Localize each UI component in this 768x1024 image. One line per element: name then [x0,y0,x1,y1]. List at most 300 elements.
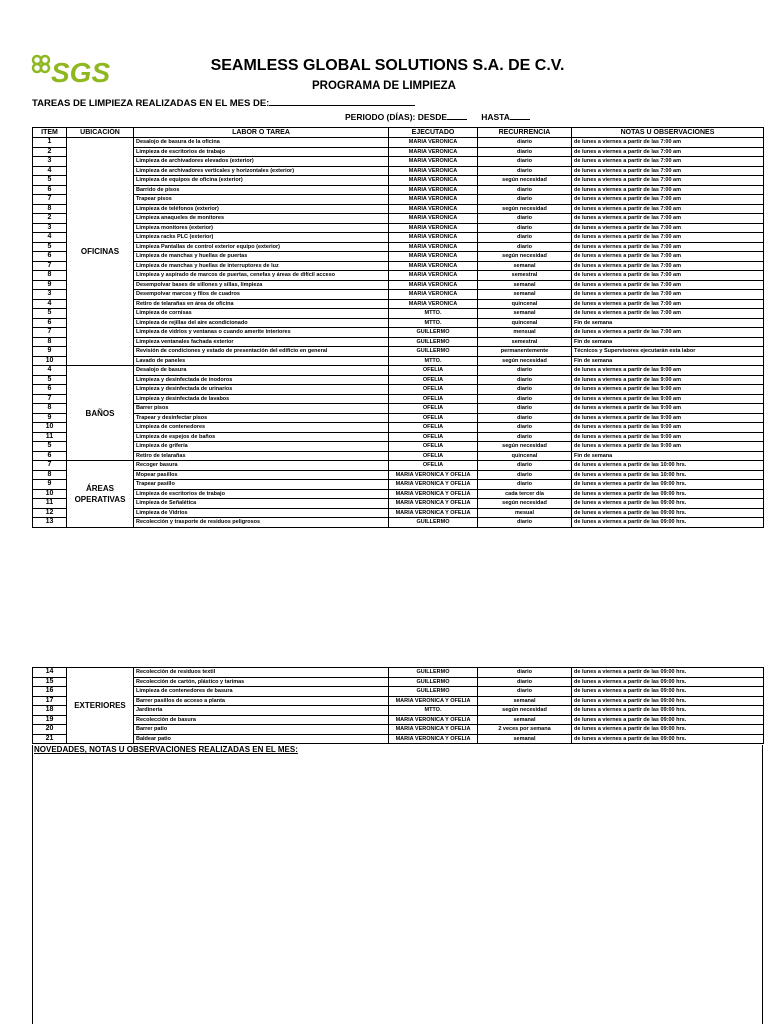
recurrence-cell: diario [478,470,572,480]
table-row [33,687,764,697]
executed-cell: MTTO. [389,318,478,328]
executed-cell: GUILLERMO [389,337,478,347]
item-cell: 6 [33,318,67,328]
task-cell: Limpieza y desinfectada de urinarios [134,385,389,395]
notes-cell: de lunes a viernes a partir de las 10:00 hrs. [572,470,764,480]
executed-cell: MARIA VERONICA [389,138,478,148]
item-cell: 19 [33,715,67,725]
recurrence-cell: semanal [478,734,572,744]
executed-cell: MARIA VERONICA [389,214,478,224]
task-cell: Limpieza de teléfonos (exterior) [134,204,389,214]
item-cell: 6 [33,451,67,461]
item-cell: 8 [33,337,67,347]
task-cell: Limpieza racks PLC (exterior) [134,233,389,243]
table-row [33,271,764,281]
hasta-blank[interactable] [510,111,530,120]
recurrence-cell: semanal [478,309,572,319]
notes-cell: de lunes a viernes a partir de las 09:00 hrs. [572,518,764,528]
table-row [33,337,764,347]
task-cell: Desalojo de basura [134,366,389,376]
notes-cell: de lunes a viernes a partir de las 7:00 am [572,176,764,186]
task-cell: Limpieza de archivadores elevados (exterior) [134,157,389,167]
notes-cell: de lunes a viernes a partir de las 7:00 am [572,157,764,167]
executed-cell: OFELIA [389,432,478,442]
notes-title: NOVEDADES, NOTAS U OBSERVACIONES REALIZADAS EN EL MES: [34,745,298,754]
table-row [33,195,764,205]
notes-cell: de lunes a viernes a partir de las 09:00 hrs. [572,499,764,509]
col-recurrence: RECURRENCIA [478,128,572,138]
executed-cell: OFELIA [389,394,478,404]
item-cell: 7 [33,328,67,338]
task-cell: Limpieza de equipos de oficina (exterior) [134,176,389,186]
table-row [33,715,764,725]
executed-cell: MARIA VERONICA Y OFELIA [389,696,478,706]
recurrence-cell: quincenal [478,318,572,328]
executed-cell: OFELIA [389,461,478,471]
cleaning-table-main [32,127,764,528]
recurrence-cell: diario [478,375,572,385]
executed-cell: MARIA VERONICA Y OFELIA [389,508,478,518]
recurrence-cell: diario [478,423,572,433]
program-title: PROGRAMA DE LIMPIEZA [312,80,456,92]
item-cell: 4 [33,299,67,309]
recurrence-cell: semestral [478,337,572,347]
executed-cell: GUILLERMO [389,687,478,697]
table-row [33,442,764,452]
table-row [33,375,764,385]
notes-cell: de lunes a viernes a partir de las 09:00 hrs. [572,677,764,687]
recurrence-cell: semanal [478,280,572,290]
recurrence-cell: diario [478,677,572,687]
notes-cell: de lunes a viernes a partir de las 9:00 am [572,375,764,385]
item-cell: 8 [33,271,67,281]
item-cell: 11 [33,432,67,442]
table-row [33,470,764,480]
recurrence-cell: diario [478,432,572,442]
executed-cell: OFELIA [389,375,478,385]
table-row [33,404,764,414]
table-row [33,280,764,290]
executed-cell: GUILLERMO [389,677,478,687]
task-cell: Limpieza y desinfectada de inodoros [134,375,389,385]
recurrence-cell: diario [478,480,572,490]
notes-cell: de lunes a viernes a partir de las 7:00 am [572,195,764,205]
recurrence-cell: según necesidad [478,442,572,452]
recurrence-cell: diario [478,404,572,414]
recurrence-cell: según necesidad [478,706,572,716]
notes-cell: de lunes a viernes a partir de las 10:00 hrs. [572,461,764,471]
task-cell: Lavado de paneles [134,356,389,366]
item-cell: 9 [33,280,67,290]
task-cell: Limpieza monitores (exterior) [134,223,389,233]
table-row [33,147,764,157]
recurrence-cell: según necesidad [478,252,572,262]
item-cell: 9 [33,347,67,357]
item-cell: 4 [33,166,67,176]
notes-cell: de lunes a viernes a partir de las 09:00 hrs. [572,725,764,735]
task-cell: Trapear y desinfectar pisos [134,413,389,423]
location-cell: BAÑOS [67,366,134,461]
notes-cell: de lunes a viernes a partir de las 9:00 am [572,404,764,414]
table-row [33,328,764,338]
executed-cell: MARIA VERONICA [389,233,478,243]
item-cell: 8 [33,204,67,214]
recurrence-cell: diario [478,518,572,528]
task-cell: Limpieza de escritorios de trabajo [134,147,389,157]
item-cell: 16 [33,687,67,697]
executed-cell: MARIA VERONICA [389,261,478,271]
recurrence-cell: diario [478,214,572,224]
table-row [33,299,764,309]
table-row [33,706,764,716]
recurrence-cell: semanal [478,696,572,706]
notes-cell: de lunes a viernes a partir de las 7:00 am [572,138,764,148]
recurrence-cell: cada tercer día [478,489,572,499]
recurrence-cell: diario [478,366,572,376]
task-cell: Limpieza de Señalética [134,499,389,509]
task-cell: Limpieza de grifería [134,442,389,452]
item-cell: 5 [33,309,67,319]
item-cell: 10 [33,423,67,433]
item-cell: 5 [33,242,67,252]
item-cell: 7 [33,461,67,471]
notes-cell: de lunes a viernes a partir de las 09:00 hrs. [572,696,764,706]
executed-cell: MTTO. [389,706,478,716]
col-executed: EJECUTADO [389,128,478,138]
notes-cell: de lunes a viernes a partir de las 7:00 am [572,299,764,309]
executed-cell: MARIA VERONICA [389,157,478,167]
notes-cell: de lunes a viernes a partir de las 7:00 am [572,166,764,176]
month-line: TAREAS DE LIMPIEZA REALIZADAS EN EL MES DE: [32,96,415,109]
executed-cell: MARIA VERONICA Y OFELIA [389,734,478,744]
notes-cell: de lunes a viernes a partir de las 09:00 hrs. [572,668,764,678]
task-cell: Barrido de pisos [134,185,389,195]
recurrence-cell: diario [478,668,572,678]
table-row [33,499,764,509]
recurrence-cell: semanal [478,290,572,300]
task-cell: Desempolvar marcos y filos de cuadros [134,290,389,300]
notes-cell: de lunes a viernes a partir de las 09:00 hrs. [572,734,764,744]
table-row [33,385,764,395]
executed-cell: MARIA VERONICA [389,290,478,300]
item-cell: 5 [33,375,67,385]
executed-cell: MARIA VERONICA [389,252,478,262]
notes-cell: Técnicos y Supervisores ejecutarán esta labor [572,347,764,357]
executed-cell: MARIA VERONICA [389,271,478,281]
recurrence-cell: diario [478,185,572,195]
period-line: PERIODO (DÍAS): DESDE HASTA [345,111,530,122]
item-cell: 7 [33,394,67,404]
table-row [33,480,764,490]
item-cell: 6 [33,385,67,395]
executed-cell: MARIA VERONICA Y OFELIA [389,470,478,480]
executed-cell: MARIA VERONICA [389,299,478,309]
notes-cell: de lunes a viernes a partir de las 9:00 am [572,442,764,452]
notes-cell: de lunes a viernes a partir de las 9:00 am [572,413,764,423]
table-row [33,138,764,148]
task-cell: Mopear pasillos [134,470,389,480]
recurrence-cell: semestral [478,271,572,281]
notes-cell: de lunes a viernes a partir de las 7:00 am [572,280,764,290]
task-cell: Limpieza de contenedores de basura [134,687,389,697]
table-row [33,677,764,687]
table-row [33,252,764,262]
task-cell: Limpieza y aspirado de marcos de puertas, cenefas y áreas de difícil acceso [134,271,389,281]
executed-cell: MARIA VERONICA [389,223,478,233]
executed-cell: MARIA VERONICA [389,242,478,252]
logo-text: SGS [51,57,111,88]
table-row [33,432,764,442]
location-cell: ÁREAS OPERATIVAS [67,461,134,528]
recurrence-cell: diario [478,413,572,423]
header-row [33,128,764,138]
recurrence-cell: diario [478,195,572,205]
notes-cell: de lunes a viernes a partir de las 09:00 hrs. [572,706,764,716]
task-cell: Desalojo de basura de la oficina [134,138,389,148]
executed-cell: MARIA VERONICA [389,204,478,214]
task-cell: Recolección de basura [134,715,389,725]
table-row [33,223,764,233]
notes-cell: de lunes a viernes a partir de las 7:00 am [572,233,764,243]
notes-cell: de lunes a viernes a partir de las 7:00 am [572,185,764,195]
location-cell: OFICINAS [67,138,134,366]
table-row [33,347,764,357]
executed-cell: MTTO. [389,356,478,366]
table-row [33,668,764,678]
recurrence-cell: mensual [478,328,572,338]
recurrence-cell: diario [478,394,572,404]
recurrence-cell: según necesidad [478,176,572,186]
task-cell: Barrer pisos [134,404,389,414]
table-row [33,157,764,167]
table-row [33,176,764,186]
item-cell: 6 [33,252,67,262]
desde-blank[interactable] [447,111,467,120]
col-task: LABOR O TAREA [134,128,389,138]
notes-cell: de lunes a viernes a partir de las 7:00 am [572,252,764,262]
table-row [33,242,764,252]
recurrence-cell: según necesidad [478,356,572,366]
task-cell: Barrer pasillos de acceso a planta [134,696,389,706]
notes-cell: Fin de semana [572,337,764,347]
executed-cell: OFELIA [389,366,478,376]
task-cell: Barrer patio [134,725,389,735]
task-cell: Limpieza de vidrios y ventanas o cuando amerite interiores [134,328,389,338]
recurrence-cell: diario [478,138,572,148]
task-cell: Limpieza ventanales fachada exterior [134,337,389,347]
table-row [33,489,764,499]
task-cell: Limpieza de contenedores [134,423,389,433]
executed-cell: OFELIA [389,423,478,433]
notes-cell: Fin de semana [572,356,764,366]
executed-cell: MARIA VERONICA Y OFELIA [389,499,478,509]
month-blank[interactable] [269,96,415,106]
task-cell: Baldear patio [134,734,389,744]
item-cell: 13 [33,518,67,528]
item-cell: 4 [33,366,67,376]
recurrence-cell: quincenal [478,451,572,461]
item-cell: 3 [33,157,67,167]
executed-cell: OFELIA [389,385,478,395]
executed-cell: MARIA VERONICA [389,176,478,186]
task-cell: Limpieza de manchas y huellas de interruptores de luz [134,261,389,271]
item-cell: 12 [33,508,67,518]
task-cell: Recolección de residuos textil [134,668,389,678]
notes-cell: de lunes a viernes a partir de las 7:00 am [572,261,764,271]
table-row [33,309,764,319]
task-cell: Trapear pisos [134,195,389,205]
item-cell: 3 [33,223,67,233]
recurrence-cell: diario [478,461,572,471]
item-cell: 10 [33,356,67,366]
item-cell: 7 [33,261,67,271]
task-cell: Trapear pasillo [134,480,389,490]
notes-cell: de lunes a viernes a partir de las 7:00 am [572,242,764,252]
item-cell: 4 [33,233,67,243]
task-cell: Revisión de condiciones y estado de presentación del edificio en general [134,347,389,357]
notes-cell: de lunes a viernes a partir de las 9:00 am [572,423,764,433]
task-cell: Recolección de cartón, plástico y tarimas [134,677,389,687]
notes-cell: de lunes a viernes a partir de las 7:00 am [572,309,764,319]
item-cell: 7 [33,195,67,205]
table-row [33,318,764,328]
recurrence-cell: semanal [478,715,572,725]
item-cell: 10 [33,489,67,499]
notes-cell: de lunes a viernes a partir de las 09:00 hrs. [572,480,764,490]
item-cell: 5 [33,176,67,186]
notes-cell: Fin de semana [572,451,764,461]
table-row [33,204,764,214]
item-cell: 14 [33,668,67,678]
executed-cell: MARIA VERONICA [389,166,478,176]
executed-cell: MARIA VERONICA Y OFELIA [389,715,478,725]
task-cell: Limpieza de escritorios de trabajo [134,489,389,499]
notes-box[interactable] [32,745,763,1024]
task-cell: Limpieza de manchas y huellas de puertas [134,252,389,262]
notes-cell: de lunes a viernes a partir de las 9:00 am [572,432,764,442]
notes-cell: de lunes a viernes a partir de las 7:00 am [572,147,764,157]
executed-cell: OFELIA [389,404,478,414]
recurrence-cell: 2 veces por semana [478,725,572,735]
item-cell: 5 [33,442,67,452]
table-row [33,461,764,471]
table-row [33,233,764,243]
executed-cell: MARIA VERONICA [389,280,478,290]
notes-cell: de lunes a viernes a partir de las 9:00 am [572,366,764,376]
table-row [33,261,764,271]
recurrence-cell: diario [478,147,572,157]
executed-cell: MARIA VERONICA [389,147,478,157]
item-cell: 20 [33,725,67,735]
item-cell: 11 [33,499,67,509]
table-row [33,518,764,528]
recurrence-cell: diario [478,385,572,395]
notes-cell: Fin de semana [572,318,764,328]
table-row [33,451,764,461]
notes-cell: de lunes a viernes a partir de las 7:00 am [572,271,764,281]
table-row [33,725,764,735]
executed-cell: GUILLERMO [389,347,478,357]
task-cell: Limpieza Pantallas de control exterior equipo (exterior) [134,242,389,252]
table-row [33,366,764,376]
item-cell: 3 [33,290,67,300]
table-row [33,508,764,518]
task-cell: Limpieza de espejos de baños [134,432,389,442]
task-cell: Limpieza y desinfectada de lavabos [134,394,389,404]
item-cell: 9 [33,480,67,490]
task-cell: Limpieza de cornisas [134,309,389,319]
task-cell: Retiro de telarañas [134,451,389,461]
recurrence-cell: diario [478,223,572,233]
executed-cell: MARIA VERONICA [389,195,478,205]
item-cell: 1 [33,138,67,148]
task-cell: Recoger basura [134,461,389,471]
executed-cell: MTTO. [389,309,478,319]
task-cell: Desempolvar bases de sillones y sillas, limpieza [134,280,389,290]
executed-cell: GUILLERMO [389,518,478,528]
notes-cell: de lunes a viernes a partir de las 09:00 hrs. [572,687,764,697]
notes-cell: de lunes a viernes a partir de las 9:00 am [572,385,764,395]
notes-cell: de lunes a viernes a partir de las 09:00 hrs. [572,715,764,725]
col-location: UBICACIÓN [67,128,134,138]
recurrence-cell: diario [478,166,572,176]
notes-cell: de lunes a viernes a partir de las 09:00 hrs. [572,489,764,499]
notes-cell: de lunes a viernes a partir de las 7:00 am [572,204,764,214]
table-row [33,696,764,706]
item-cell: 15 [33,677,67,687]
item-cell: 6 [33,185,67,195]
table-row [33,166,764,176]
task-cell: Recolección y trasporte de residuos peligrosos [134,518,389,528]
recurrence-cell: mesual [478,508,572,518]
notes-cell: de lunes a viernes a partir de las 7:00 am [572,328,764,338]
recurrence-cell: diario [478,233,572,243]
task-cell: Retiro de telarañas en área de oficina [134,299,389,309]
table-row [33,356,764,366]
recurrence-cell: diario [478,242,572,252]
task-cell: Limpieza de archivadores verticales y horizontales (exterior) [134,166,389,176]
table-row [33,290,764,300]
recurrence-cell: según necesidad [478,204,572,214]
company-name: SEAMLESS GLOBAL SOLUTIONS S.A. DE C.V. [210,57,565,74]
cleaning-table-exteriors [32,667,764,744]
item-cell: 9 [33,413,67,423]
notes-cell: de lunes a viernes a partir de las 09:00 hrs. [572,508,764,518]
recurrence-cell: quincenal [478,299,572,309]
table-row [33,185,764,195]
recurrence-cell: diario [478,157,572,167]
executed-cell: GUILLERMO [389,668,478,678]
table-row [33,423,764,433]
recurrence-cell: permanentemente [478,347,572,357]
location-cell: EXTERIORES [67,668,134,744]
item-cell: 8 [33,404,67,414]
notes-cell: de lunes a viernes a partir de las 9:00 am [572,394,764,404]
item-cell: 2 [33,214,67,224]
table-row [33,394,764,404]
executed-cell: OFELIA [389,413,478,423]
notes-cell: de lunes a viernes a partir de las 7:00 am [572,290,764,300]
task-cell: Jardinería [134,706,389,716]
recurrence-cell: diario [478,687,572,697]
col-item: ITEM [33,128,67,138]
item-cell: 8 [33,470,67,480]
notes-cell: de lunes a viernes a partir de las 7:00 am [572,214,764,224]
recurrence-cell: semanal [478,261,572,271]
task-cell: Limpieza de Vidrios [134,508,389,518]
table-row [33,413,764,423]
recurrence-cell: según necesidad [478,499,572,509]
